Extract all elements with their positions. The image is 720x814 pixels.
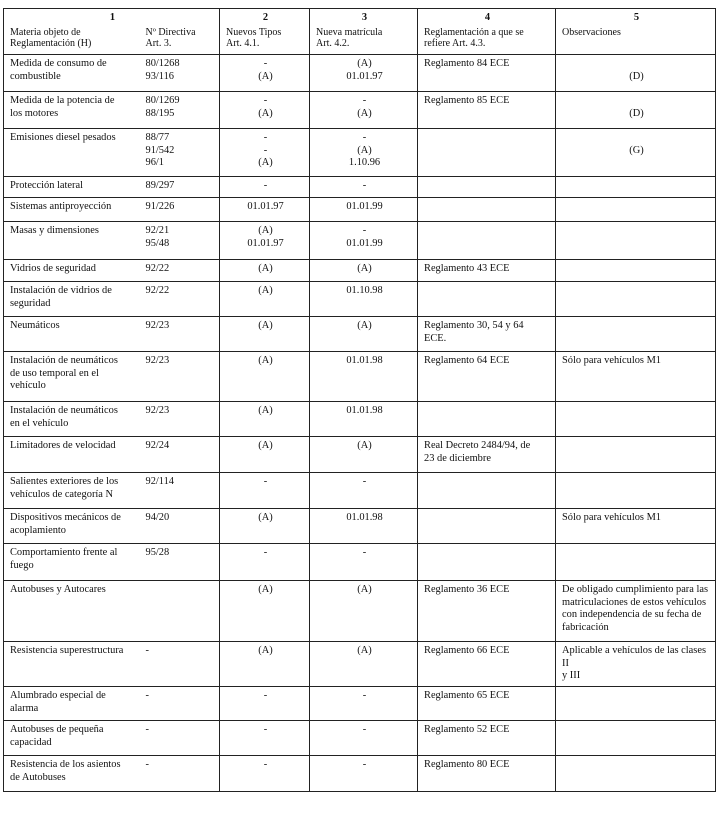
- nueva-matricula-cell: 01.01.99: [346, 201, 383, 213]
- table-row: [4, 509, 716, 544]
- nuevos-tipos-cell: -: [263, 723, 268, 735]
- directiva-cell: 95/28: [145, 547, 170, 559]
- nueva-matricula-cell: (A) 01.01.97: [346, 58, 383, 82]
- directiva-cell: 92/23: [145, 355, 170, 367]
- table-row: [4, 352, 716, 402]
- nueva-matricula-cell: -: [362, 758, 367, 770]
- reglamentacion-cell: Reglamento 66 ECE: [424, 645, 510, 657]
- nuevos-tipos-cell: - (A): [258, 58, 273, 82]
- nuevos-tipos-cell: (A): [258, 440, 273, 452]
- nueva-matricula-cell: 01.10.98: [346, 285, 383, 297]
- table-row: [4, 720, 716, 755]
- header-nueva-matricula: Nueva matrícula Art. 4.2.: [316, 26, 383, 50]
- nuevos-tipos-cell: (A): [258, 285, 273, 297]
- table-row: [4, 402, 716, 437]
- directiva-cell: -: [145, 758, 149, 770]
- directiva-cell: 92/22: [145, 285, 170, 297]
- materia-cell: Dispositivos mecánicos de acoplamiento: [10, 512, 121, 536]
- nueva-matricula-cell: (A): [357, 320, 372, 332]
- nueva-matricula-cell: 01.01.98: [346, 355, 383, 367]
- materia-cell: Instalación de neumáticos de uso temporal en el vehículo: [10, 355, 118, 392]
- materia-cell: Instalación de neumáticos en el vehículo: [10, 405, 118, 429]
- materia-cell: Alumbrado especial de alarma: [10, 689, 106, 714]
- reglamentacion-cell: Reglamento 85 ECE: [424, 95, 510, 107]
- materia-cell: Comportamiento frente al fuego: [10, 547, 118, 571]
- directiva-cell: 94/20: [145, 512, 170, 524]
- directiva-cell: 92/114: [145, 476, 174, 488]
- directiva-cell: 80/1268 93/116: [145, 58, 180, 82]
- materia-cell: Resistencia de los asientos de Autobuses: [10, 758, 121, 783]
- column-number-5: 5: [556, 9, 716, 25]
- table-row: [4, 581, 716, 642]
- materia-cell: Medida de consumo de combustible: [10, 58, 107, 82]
- observaciones-cell: (D): [629, 108, 644, 120]
- materia-cell: Emisiones diesel pesados: [10, 132, 116, 144]
- nuevos-tipos-cell: - - (A): [258, 132, 273, 169]
- column-number-3: 3: [310, 9, 418, 25]
- nueva-matricula-cell: -: [362, 723, 367, 735]
- nuevos-tipos-cell: -: [263, 476, 268, 488]
- nuevos-tipos-cell: - (A): [258, 95, 273, 119]
- reglamentacion-cell: Reglamento 84 ECE: [424, 58, 510, 70]
- directiva-cell: 89/297: [145, 180, 175, 192]
- nueva-matricula-cell: - 01.01.99: [346, 225, 383, 249]
- directiva-cell: -: [145, 689, 149, 701]
- nuevos-tipos-cell: -: [263, 758, 268, 770]
- observaciones-cell: Aplicable a vehículos de las clases II y III: [562, 645, 706, 682]
- directiva-cell: -: [145, 645, 149, 657]
- nueva-matricula-cell: (A): [357, 440, 372, 452]
- column-number-2: 2: [220, 9, 310, 25]
- materia-cell: Limitadores de velocidad: [10, 440, 116, 452]
- observaciones-cell: Sólo para vehículos M1: [562, 512, 662, 524]
- nueva-matricula-cell: -: [362, 547, 367, 559]
- nueva-matricula-cell: (A): [357, 645, 372, 657]
- table-row: [4, 260, 716, 282]
- table-row: [4, 222, 716, 260]
- materia-cell: Sistemas antiproyección: [10, 201, 112, 213]
- observaciones-cell: (G): [629, 145, 644, 157]
- nuevos-tipos-cell: (A) 01.01.97: [247, 225, 284, 249]
- table-row: [4, 317, 716, 352]
- column-number-4: 4: [418, 9, 556, 25]
- nueva-matricula-cell: (A): [357, 263, 372, 275]
- materia-cell: Resistencia superestructura: [10, 645, 124, 657]
- directiva-cell: 80/1269 88/195: [145, 95, 180, 119]
- directiva-cell: 92/24: [145, 440, 170, 452]
- nuevos-tipos-cell: (A): [258, 512, 273, 524]
- nueva-matricula-cell: -: [362, 476, 367, 488]
- table-row: [4, 544, 716, 581]
- nueva-matricula-cell: 01.01.98: [346, 405, 383, 417]
- nuevos-tipos-cell: -: [263, 547, 268, 559]
- table-row: [4, 198, 716, 222]
- observaciones-cell: (D): [629, 71, 644, 83]
- header-directiva: Nº Directiva Art. 3.: [145, 26, 196, 50]
- header-reglamentacion: Reglamentación a que se refiere Art. 4.3.: [424, 26, 524, 50]
- reglamentacion-cell: Reglamento 80 ECE: [424, 758, 510, 770]
- reglamentacion-cell: Reglamento 52 ECE: [424, 723, 510, 735]
- materia-cell: Autobuses y Autocares: [10, 584, 106, 596]
- directiva-cell: 92/22: [145, 263, 170, 275]
- directiva-cell: 91/226: [145, 201, 175, 213]
- header-number-row: [4, 9, 716, 25]
- reglamentacion-cell: Reglamento 30, 54 y 64 ECE.: [424, 320, 524, 344]
- materia-cell: Protección lateral: [10, 180, 83, 192]
- nuevos-tipos-cell: (A): [258, 355, 273, 367]
- column-number-1: 1: [4, 9, 220, 25]
- nuevos-tipos-cell: (A): [258, 584, 273, 596]
- table-row: [4, 129, 716, 177]
- table-row: [4, 755, 716, 791]
- nueva-matricula-cell: -: [362, 180, 367, 192]
- header-nuevos-tipos: Nuevos Tipos Art. 4.1.: [226, 26, 282, 50]
- directiva-cell: 88/77 91/542 96/1: [145, 132, 175, 169]
- materia-cell: Neumáticos: [10, 320, 60, 332]
- table-row: [4, 686, 716, 720]
- directiva-cell: 92/23: [145, 405, 170, 417]
- nuevos-tipos-cell: 01.01.97: [247, 201, 284, 213]
- table-row: [4, 437, 716, 473]
- nuevos-tipos-cell: (A): [258, 320, 273, 332]
- reglamentacion-cell: Reglamento 64 ECE: [424, 355, 510, 367]
- nuevos-tipos-cell: -: [263, 689, 268, 701]
- reglamentacion-cell: Reglamento 43 ECE: [424, 263, 510, 275]
- table-row: [4, 282, 716, 317]
- nueva-matricula-cell: -: [362, 689, 367, 701]
- materia-cell: Salientes exteriores de los vehículos de categoría N: [10, 476, 119, 500]
- header-label-row: [4, 25, 716, 55]
- table-row: [4, 473, 716, 509]
- nuevos-tipos-cell: (A): [258, 645, 273, 657]
- reglamentacion-cell: Reglamento 36 ECE: [424, 584, 510, 596]
- nueva-matricula-cell: - (A): [357, 95, 372, 119]
- materia-cell: Vidrios de seguridad: [10, 263, 96, 275]
- materia-cell: Autobuses de pequeña capacidad: [10, 723, 104, 748]
- nuevos-tipos-cell: (A): [258, 405, 273, 417]
- table-row: [4, 177, 716, 198]
- nueva-matricula-cell: - (A) 1.10.96: [348, 132, 381, 169]
- directiva-cell: 92/21 95/48: [145, 225, 170, 249]
- nuevos-tipos-cell: (A): [258, 263, 273, 275]
- header-materia: Materia objeto de Reglamentación (H): [10, 26, 92, 50]
- materia-cell: Medida de la potencia de los motores: [10, 95, 115, 119]
- materia-cell: Masas y dimensiones: [10, 225, 99, 237]
- nueva-matricula-cell: (A): [357, 584, 372, 596]
- nueva-matricula-cell: 01.01.98: [346, 512, 383, 524]
- reglamentacion-cell: Reglamento 65 ECE: [424, 689, 510, 701]
- reglamentacion-cell: Real Decreto 2484/94, de 23 de diciembre: [424, 440, 531, 464]
- table-row: [4, 642, 716, 687]
- directiva-cell: -: [145, 723, 149, 735]
- table-row: [4, 92, 716, 129]
- observaciones-cell: De obligado cumplimiento para las matriculaciones de estos vehículos con independencia de su fecha de fabricación: [562, 584, 709, 633]
- header-observaciones: Observaciones: [562, 26, 621, 38]
- observaciones-cell: Sólo para vehículos M1: [562, 355, 662, 367]
- nuevos-tipos-cell: -: [263, 180, 268, 192]
- regulation-table: [3, 8, 716, 792]
- directiva-cell: 92/23: [145, 320, 170, 332]
- table-row: [4, 55, 716, 92]
- materia-cell: Instalación de vidrios de seguridad: [10, 285, 112, 309]
